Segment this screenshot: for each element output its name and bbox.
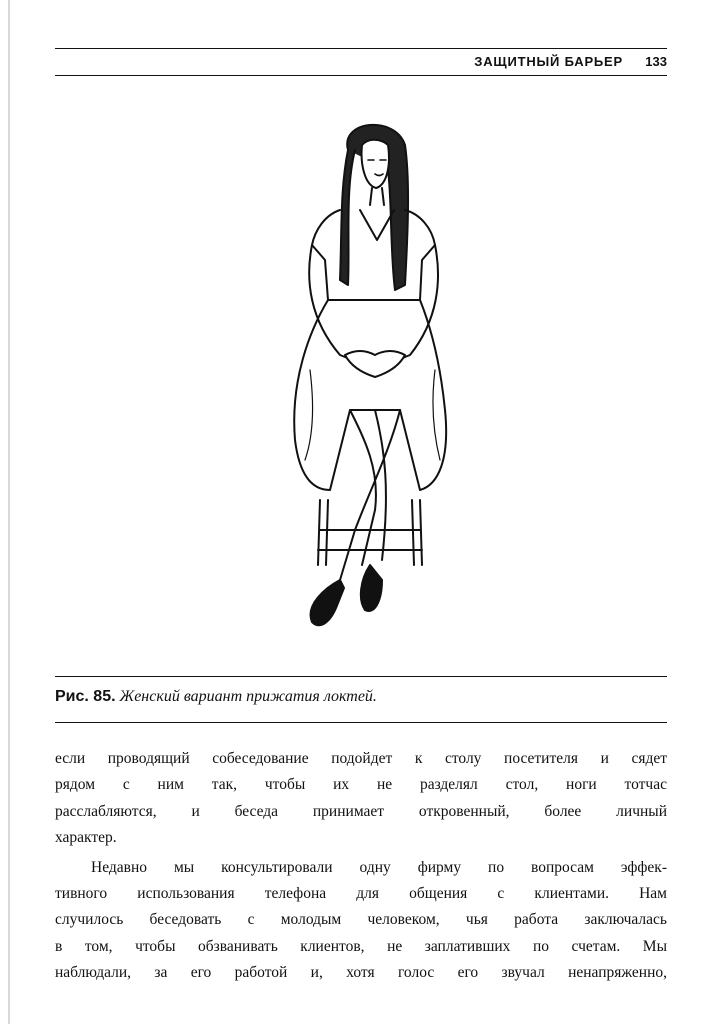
paragraph xyxy=(55,855,667,987)
body-text xyxy=(55,746,667,987)
page-edge xyxy=(8,0,10,1024)
page-number: 133 xyxy=(645,54,667,69)
arms xyxy=(309,245,438,365)
header-bottom-rule xyxy=(55,75,667,76)
text-line: если проводящий собеседование подойдет к столу посетителя и сядет xyxy=(55,750,667,767)
header-title: ЗАЩИТНЫЙ БАРЬЕР xyxy=(474,54,623,69)
text-line: тивного использования телефона для общения с клиентами. Нам xyxy=(55,884,667,902)
text-line: расслабляются, и беседа принимает откровенный, более личный xyxy=(55,802,667,820)
figure-label: Рис. 85. xyxy=(55,688,116,705)
text-line: в том, чтобы обзванивать клиентов, не заплативших по счетам. Мы xyxy=(55,937,667,955)
caption-top-rule xyxy=(55,676,667,677)
legs xyxy=(340,410,400,580)
blouse xyxy=(312,210,435,300)
caption-bottom-rule xyxy=(55,722,667,723)
paragraph xyxy=(55,746,667,852)
figure-illustration xyxy=(270,110,470,640)
text-line: Недавно мы консультировали одну фирму по вопросам эффек- xyxy=(91,858,667,876)
text-line: наблюдали, за его работой и, хотя голос его звучал ненапряженно, xyxy=(55,964,667,982)
running-header xyxy=(55,51,667,73)
figure-caption-text: Женский вариант прижатия локтей. xyxy=(119,688,377,705)
hands xyxy=(345,351,405,377)
text-line: случилось беседовать с молодым человеком, чья работа заключалась xyxy=(55,911,667,929)
header-top-rule xyxy=(55,48,667,49)
face xyxy=(362,140,389,188)
shoes xyxy=(311,565,382,625)
text-line: характер. xyxy=(55,829,117,847)
text-line: рядом с ним так, чтобы их не разделял стол, ноги тотчас xyxy=(55,776,667,794)
figure-caption xyxy=(55,688,667,706)
skirt xyxy=(294,300,446,490)
